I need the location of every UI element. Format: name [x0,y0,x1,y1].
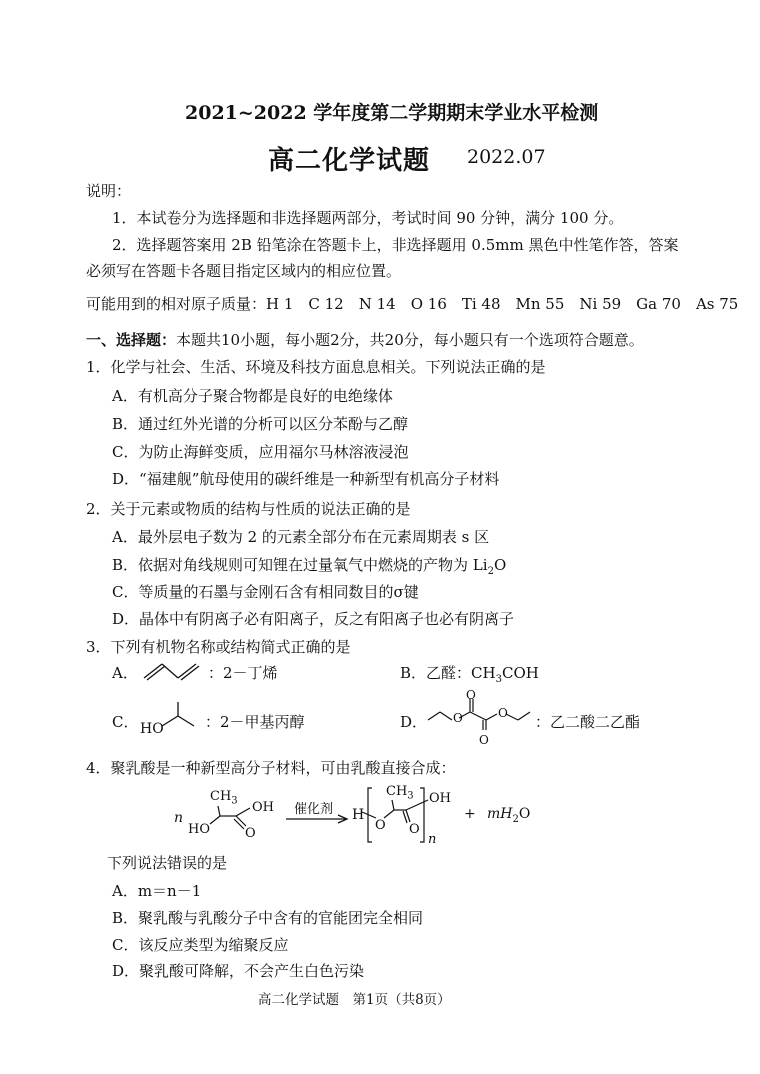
instructions-heading: 说明： [86,182,132,200]
bond-o-c1 [162,716,178,726]
q3-option-a-name: ：2－丁烯 [208,664,278,682]
bond-2 [162,664,178,678]
o-c [384,810,394,818]
product-chain-o: O [375,818,386,833]
c-ch3 [392,800,394,810]
q3-option-a-label: A． [112,664,138,682]
ethyl-right-2 [518,712,530,720]
water-term [487,806,530,825]
but-2-ene-skeleton [142,658,210,682]
page-footer: 高二化学试题 第1页（共8页） [258,992,451,1008]
instruction-1: 1．本试卷分为选择题和非选择题两部分，考试时间 90 分钟，满分 100 分。 [112,209,624,227]
water-term-sub: 2 [512,813,519,825]
diethyl-oxalate-skeleton [426,690,544,734]
c-oh [406,800,428,810]
section-description: 本题共10小题，每小题2分，共20分，每小题只有一个选项符合题意。 [176,331,644,349]
product-carbonyl-o: O [409,822,420,837]
q1-option-d: D．“福建舰”航母使用的碳纤维是一种新型有机高分子材料 [112,470,500,488]
plus-sign: + [464,806,476,822]
q1-option-c: C．为防止海鲜变质，应用福尔马林溶液浸泡 [112,443,409,461]
q3-option-c-label: C． [112,713,139,731]
ho-c [210,816,220,824]
c-ch3 [218,806,220,816]
q2-option-c: C．等质量的石墨与金刚石含有相同数目的σ键 [112,583,419,601]
q3-d-o4: O [498,706,508,720]
q2-stem: 2．关于元素或物质的结构与性质的说法正确的是 [86,500,411,518]
q3-option-d-name: ：乙二酸二乙酯 [535,713,641,731]
instruction-2a: 2．选择题答案用 2B 铅笔涂在答题卡上，非选择题用 0.5mm 黑色中性笔作答，答案 [112,236,679,254]
reactant-carbonyl-o: O [245,826,256,841]
product-ch3-text: CH [386,784,408,799]
c-o-double-2 [234,819,244,829]
q3-d-o1: O [453,711,463,725]
q2-option-d: D．晶体中有阴离子必有阳离子，反之有阳离子也必有阴离子 [112,610,515,628]
q3-option-b-end: COH [501,664,539,682]
q3-option-c-ho: HO [140,721,164,737]
q3-d-o3: O [479,733,489,747]
q4-option-d: D．聚乳酸可降解，不会产生白色污染 [112,962,365,980]
section-heading-label: 一、选择题： [86,331,177,349]
q4-option-a: A．m＝n－1 [112,882,202,900]
q3-option-d-label: D． [400,713,428,731]
bracket-right [420,788,424,842]
q3-option-b [400,663,539,690]
q2-option-b-end: O [493,556,507,574]
q3-stem: 3．下列有机物名称或结构简式正确的是 [86,638,351,656]
section-heading [86,330,644,350]
q1-option-b: B．通过红外光谱的分析可以区分苯酚与乙醇 [112,415,409,433]
q4-question: 下列说法错误的是 [107,854,228,872]
q4-stem: 4．聚乳酸是一种新型高分子材料，可由乳酸直接合成： [86,759,456,777]
subject-title: 高二化学试题 [268,146,431,176]
c-o-double-1 [236,816,246,826]
ethyl-left-1 [428,712,440,720]
instruction-2b: 必须写在答题卡各题目指定区域内的相应位置。 [86,262,402,280]
catalyst-label: 催化剂 [294,802,334,817]
lactic-acid-skeleton [200,800,260,834]
q2-option-b-text: B．依据对角线规则可知锂在过量氧气中燃烧的产物为 Li [112,556,488,574]
q3-option-b-sub: 3 [495,674,502,685]
q3-option-c-name: ：2－甲基丙醇 [205,713,305,731]
c-o-right [486,714,497,720]
atomic-masses: 可能用到的相对原子质量：H 1 C 12 N 14 O 16 Ti 48 Mn 55 Ni 59 Ga 70 As 75 [86,295,739,313]
q4-option-b: B．聚乳酸与乳酸分子中含有的官能团完全相同 [112,909,424,927]
c-oh [236,808,250,816]
water-term-end: O [518,806,531,822]
reactant-ch3-text: CH [210,789,232,804]
reaction-arrow [284,814,350,824]
reactant-oh: OH [252,800,274,815]
product-h: H [352,807,365,823]
reactant-coefficient: n [174,810,184,826]
q2-option-a: A．最外层电子数为 2 的元素全部分布在元素周期表 s 区 [112,528,490,546]
ethyl-left-2 [440,712,452,720]
q1-option-a: A．有机高分子聚合物都是良好的电绝缘体 [112,387,393,405]
product-oh: OH [429,791,451,806]
product-ch3-sub: 3 [407,790,414,802]
c-c [470,712,486,720]
q1-stem: 1．化学与社会、生活、环境及科技方面息息相关。下列说法正确的是 [86,358,546,376]
water-term-text: mH [487,806,513,822]
methylpropanol-skeleton [160,700,206,730]
bond-c1-c3 [178,716,194,726]
h-o [362,812,376,818]
q2-option-b-sub: 2 [487,566,494,577]
q4-option-c: C．该反应类型为缩聚反应 [112,936,289,954]
reactant-ho: HO [188,822,210,837]
exam-date: 2022.07 [467,146,546,168]
reactant-ch3-sub: 3 [231,795,238,807]
product-subscript-n: n [428,832,437,847]
q3-option-b-text: B．乙醛：CH [400,664,496,682]
q3-d-o2: O [466,688,476,702]
q2-option-b [112,555,506,582]
exam-title: 2021~2022 学年度第二学期期末学业水平检测 [185,102,599,124]
